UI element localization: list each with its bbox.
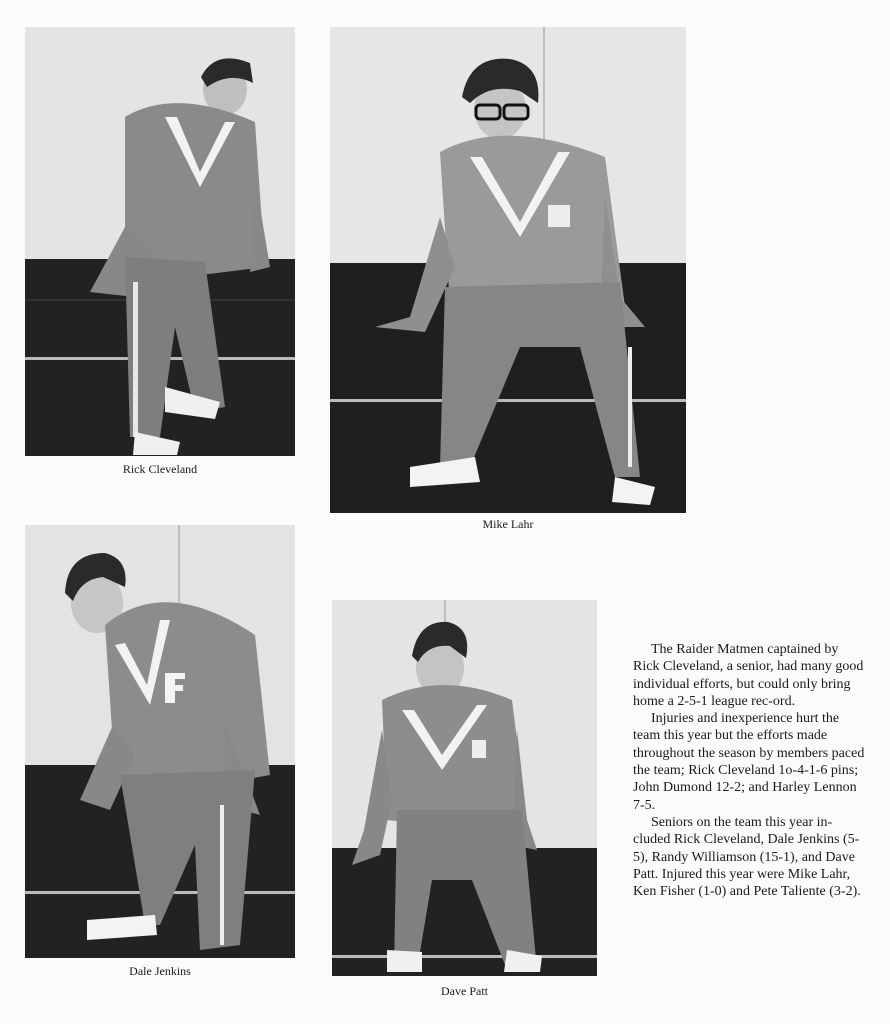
photo-rick-cleveland — [25, 27, 295, 456]
article-text — [633, 641, 865, 900]
photo-dave-patt — [332, 600, 597, 976]
wrestler-photo-image — [25, 525, 295, 958]
photo-mike-lahr — [330, 27, 686, 513]
article-paragraph: The Raider Matmen captained by Rick Cleveland, a senior, had many good individual efforts, but could only bring home a 2-5-1 league rec-ord. — [633, 642, 864, 709]
wrestler-photo-image — [25, 27, 295, 456]
article-paragraph: Injuries and inexperience hurt the team this year but the efforts made throughout the season by members paced the team; Rick Cleveland 1o-4-1-6 pins; John Dumond 12-2; and Harley Lennon 7-5. — [633, 711, 865, 813]
caption-rick-cleveland: Rick Cleveland — [122, 462, 198, 476]
photo-dale-jenkins — [25, 525, 295, 958]
caption-mike-lahr: Mike Lahr — [482, 517, 534, 531]
article-paragraph: Seniors on the team this year in-cluded Rick Cleveland, Dale Jenkins (5-5), Randy Williamson (15-1), and Dave Patt. Injured this year were Mike Lahr, Ken Fisher (1-0) and Pete Taliente (3-2). — [633, 814, 861, 900]
caption-dale-jenkins: Dale Jenkins — [129, 964, 191, 978]
wrestler-photo-image — [332, 600, 597, 976]
wrestler-photo-image — [330, 27, 686, 513]
caption-dave-patt: Dave Patt — [441, 984, 488, 998]
